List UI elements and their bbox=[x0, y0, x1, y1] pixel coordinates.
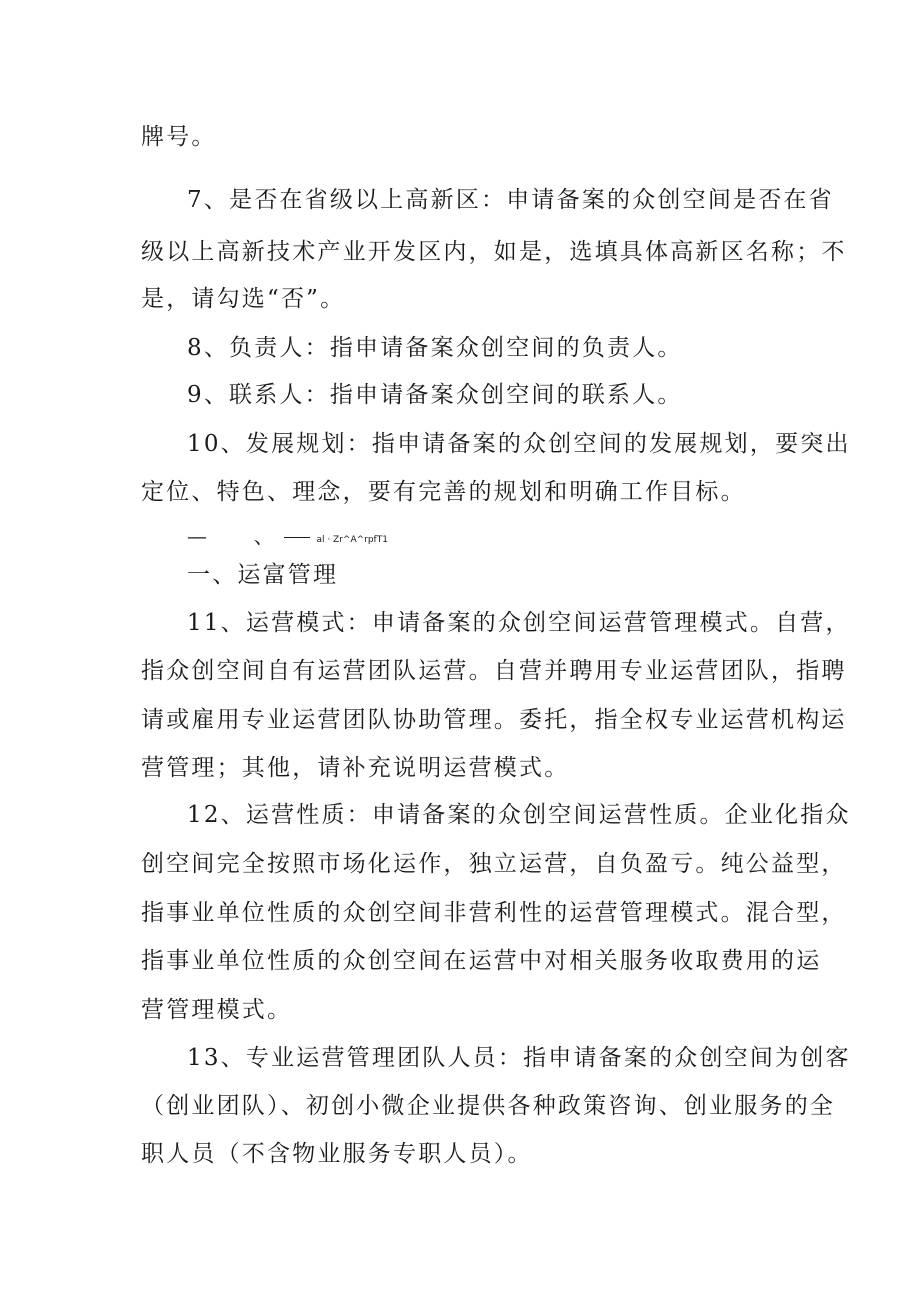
paragraph-line: 12、运营性质：申请备案的众创空间运营性质。企业化指众 bbox=[187, 802, 851, 828]
paragraph-line: 牌号。 bbox=[141, 124, 217, 150]
paragraph-line: 营管理模式。 bbox=[141, 997, 293, 1023]
paragraph-line: 营管理；其他，请补充说明运营模式。 bbox=[141, 755, 570, 781]
paragraph-line: 8、负责人：指申请备案众创空间的负责人。 bbox=[187, 335, 683, 361]
paragraph-line: 指众创空间自有运营团队运营。自营并聘用专业运营团队，指聘 bbox=[141, 658, 847, 684]
garbled-dash: — bbox=[187, 524, 207, 548]
garbled-heading bbox=[187, 523, 388, 553]
paragraph-line: 职人员（不含物业服务专职人员）。 bbox=[141, 1141, 533, 1167]
paragraph-line: 指事业单位性质的众创空间在运营中对相关服务收取费用的运 bbox=[141, 948, 822, 974]
paragraph-line: 创空间完全按照市场化运作，独立运营，自负盈亏。纯公益型， bbox=[141, 851, 847, 877]
garbled-comma: 、 bbox=[253, 524, 274, 548]
paragraph-line: 10、发展规划：指申请备案的众创空间的发展规划，要突出 bbox=[187, 431, 851, 457]
paragraph-line: 指事业单位性质的众创空间非营利性的运营管理模式。混合型， bbox=[141, 900, 847, 926]
section-heading: 一、运富管理 bbox=[187, 562, 339, 588]
garbled-small-text: al · Zr^A^rpfT1 bbox=[316, 535, 388, 545]
garbled-bar bbox=[284, 537, 310, 538]
paragraph-line: 9、联系人：指申请备案众创空间的联系人。 bbox=[187, 382, 683, 408]
paragraph-line: （创业团队）、初创小微企业提供各种政策咨询、创业服务的全 bbox=[141, 1093, 836, 1119]
paragraph-line: 7、是否在省级以上高新区：申请备案的众创空间是否在省 bbox=[187, 187, 834, 213]
paragraph-line: 13、专业运营管理团队人员：指申请备案的众创空间为创客 bbox=[187, 1045, 851, 1071]
paragraph-line: 11、运营模式：申请备案的众创空间运营管理模式。自营， bbox=[187, 610, 851, 636]
paragraph-line: 是，请勾选“否”。 bbox=[141, 286, 346, 312]
paragraph-line: 请或雇用专业运营团队协助管理。委托，指全权专业运营机构运 bbox=[141, 707, 847, 733]
paragraph-line: 定位、特色、理念，要有完善的规划和明确工作目标。 bbox=[141, 479, 746, 505]
paragraph-line: 级以上高新技术产业开发区内，如是，选填具体高新区名称；不 bbox=[141, 239, 847, 265]
